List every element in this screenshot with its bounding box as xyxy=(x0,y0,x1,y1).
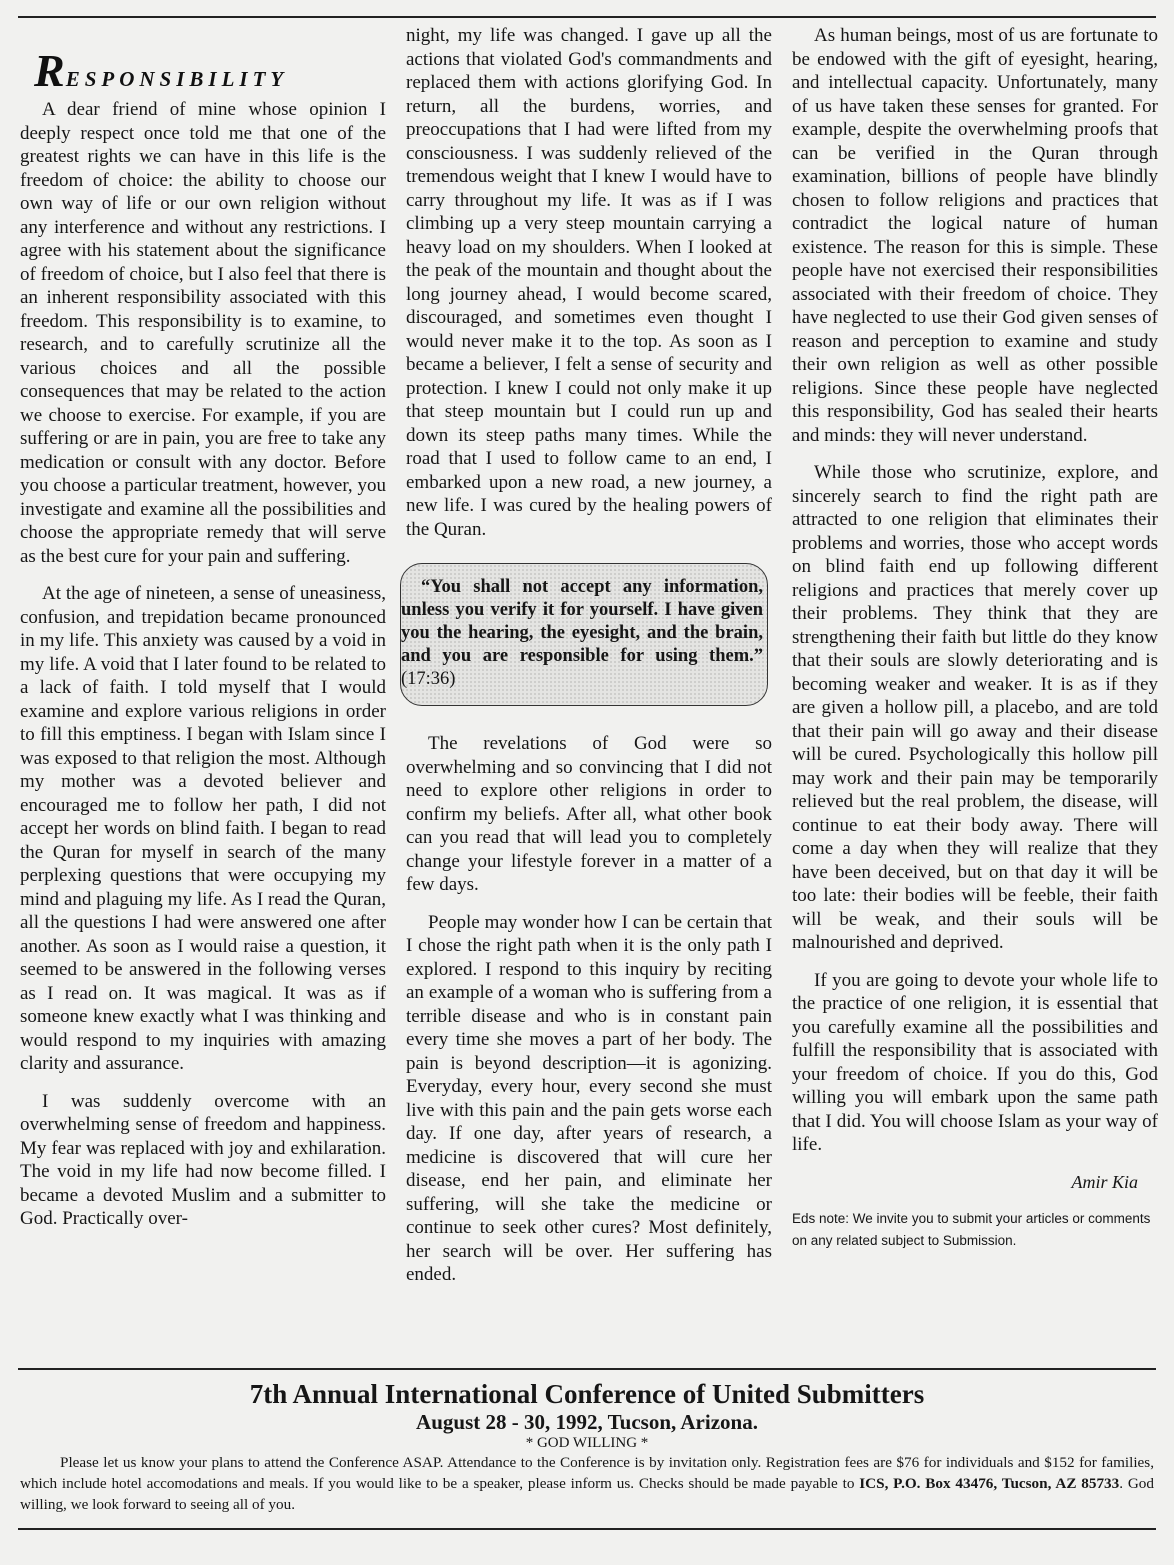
column-3 xyxy=(792,24,1158,1266)
conference-address: ICS, P.O. Box 43476, Tucson, AZ 85733 xyxy=(859,1475,1120,1492)
conference-title: 7th Annual International Conference of United Submitters xyxy=(249,1379,925,1409)
quote-box xyxy=(400,563,768,706)
paragraph: I was suddenly overcome with an overwhelming sense of freedom and happiness. My fear was replaced with joy and exhilaration. The void in my life had now become filled. I became a devoted Muslim and a submitter to God. Practically over- xyxy=(20,1090,386,1229)
paragraph: If you are going to devote your whole life to the practice of one religion, it is essential that you carefully examine all the possibilities and fulfill the responsibility that is associated with your freedom of choice. If you do this, God willing you will embark upon the same path that I did. You will choose Islam as your way of life. xyxy=(792,969,1158,1155)
bottom-rule xyxy=(18,1528,1156,1530)
conference-text-2: . God willing, we look forward to seeing all of you. xyxy=(20,1475,1154,1513)
column-1 xyxy=(20,98,386,1245)
editors-note xyxy=(792,1208,1158,1252)
column-2 xyxy=(401,24,772,1301)
article-title xyxy=(34,44,288,97)
conference-text-1: Please let us know your plans to attend the Conference ASAP. Attendance to the Conference is by invitation only. Registration fees are $76 for individuals and $152 for families, which include hotel accomodations and meals. If you would like to be a speaker, please inform us. Checks should be made payable to xyxy=(20,1454,1154,1492)
paragraph: While those who scrutinize, explore, and sincerely search to find the right path are attracted to one religion that eliminates their problems and worries, those who accept words on blind faith end up following different religions and practices that merely cover up their problems. They think that they are strengthening their faith but little do they know that their souls are slowly deteriorating and is becoming weaker and weaker. It is as if they are given a hollow pill, a placebo, and are told that their pain will go away and their disease will be cured. Psychologically this hollow pill may work and their pain may be temporarily relieved but the real problem, the disease, will continue to eat their body away. There will come a day when they will realize that they have been deceived, but on that day it will be too late: their bodies will be feeble, their faith will be weak, and their souls will be malnourished and deprived. xyxy=(792,462,1158,953)
top-rule xyxy=(18,16,1156,18)
conference-announcement xyxy=(0,1378,1174,1453)
quote-text: “You shall not accept any information, unless you verify it for yourself. I have given you the hearing, the eyesight, and the brain, and you are responsible for using them.” xyxy=(401,577,763,666)
paragraph: People may wonder how I can be certain that I chose the right path when it is the only path I explored. I respond to this inquiry by reciting an example of a woman who is suffering from a terrible disease and who is in constant pain every time she moves a part of her body. The pain is beyond description—it is agonizing. Everyday, every hour, every second she must live with this pain and the pain gets worse each day. If one day, after years of research, a medicine is discovered that will cure her disease, end her pain, and eliminate her suffering, will she take the medicine or continue to seek other cures? Most definitely, her search will be over. Her suffering has ended. xyxy=(406,911,772,1285)
paragraph: At the age of nineteen, a sense of uneasiness, confusion, and trepidation became pronounced in my life. This anxiety was caused by a void in my life. A void that I later found to be related to a lack of faith. I told myself that I would examine and explore various religions in order to fill this emptiness. I began with Islam since I was exposed to that religion the most. Although my mother was a devoted believer and encouraged me to follow her path, I did not accept her words on blind faith. I began to read the Quran for myself in search of the many perplexing questions that were occupying my mind and plaguing my life. As I read the Quran, all the questions I had were answered one after another. As soon as I would raise a question, it seemed to be answered in the following verses as I read on. It was magical. It was as if someone knew exactly what I was thinking and would respond to my inquiries with amazing clarity and assurance. xyxy=(20,583,386,1074)
conference-details xyxy=(20,1452,1154,1515)
conference-top-rule xyxy=(18,1368,1156,1370)
god-willing: * GOD WILLING * xyxy=(525,1435,649,1451)
title-initial: R xyxy=(34,45,66,96)
conference-dates: August 28 - 30, 1992, Tucson, Arizona. xyxy=(416,1410,758,1434)
editors-note-text: Eds note: We invite you to submit your articles or comments on any related subject to Submission. xyxy=(792,1211,1151,1248)
author-signature: Amir Kia xyxy=(1071,1171,1138,1192)
paragraph: As human beings, most of us are fortunate to be endowed with the gift of eyesight, hearing, and intellectual capacity. Unfortunately, many of us have taken these senses for granted. For example, despite the overwhelming proofs that can be verified in the Quran through examination, billions of people have blindly chosen to follow religions and practices that contradict the logical nature of human existence. The reason for this is simple. These people have not exercised their responsibilities associated with their freedom of choice. They have neglected to use their God given senses of reason and perception to examine and study their own religion as well as other possible religions. Since these people have neglected this responsibility, God has sealed their hearts and minds: they will never understand. xyxy=(792,25,1158,446)
paragraph: The revelations of God were so overwhelming and so convincing that I did not need to explore other religions in order to confirm my beliefs. After all, what other book can you read that will lead you to completely change your lifestyle forever in a matter of a few days. xyxy=(406,733,772,895)
title-rest: ESPONSIBILITY xyxy=(65,67,289,91)
quote-reference: (17:36) xyxy=(401,669,456,689)
paragraph: A dear friend of mine whose opinion I deeply respect once told me that one of the greatest rights we can have in this life is the freedom of choice: the ability to choose our own way of life or our own religion without any interference and without any restrictions. I agree with his statement about the significance of freedom of choice, but I also feel that there is an inherent responsibility associated with this freedom. This responsibility is to examine, to research, and to carefully scrutinize all the various choices and all the possible consequences that may be related to the action we choose to exercise. For example, if you are suffering or are in pain, you are free to take any medication or consult with any doctor. Before you choose a particular treatment, however, you investigate and examine all the possibilities and choose the appropriate remedy that will serve as the best cure for your pain and suffering. xyxy=(20,99,386,567)
paragraph: night, my life was changed. I gave up all the actions that violated God's commandments and replaced them with actions glorifying God. In return, all the burdens, worries, and preoccupations that I had were lifted from my consciousness. I was suddenly relieved of the tremendous weight that I knew I would have to carry throughout my life. It was as if I was climbing up a very steep mountain carrying a heavy load on my shoulders. When I looked at the peak of the mountain and thought about the long journey ahead, I would become scared, discouraged, and sometimes even thought I would never make it to the top. As soon as I became a believer, I felt a sense of security and protection. I knew I could not only make it up that steep mountain but I could run up and down its steep paths many times. While the road that I used to follow came to an end, I embarked upon a new road, a new journey, a new life. I was cured by the healing powers of the Quran. xyxy=(406,25,772,540)
